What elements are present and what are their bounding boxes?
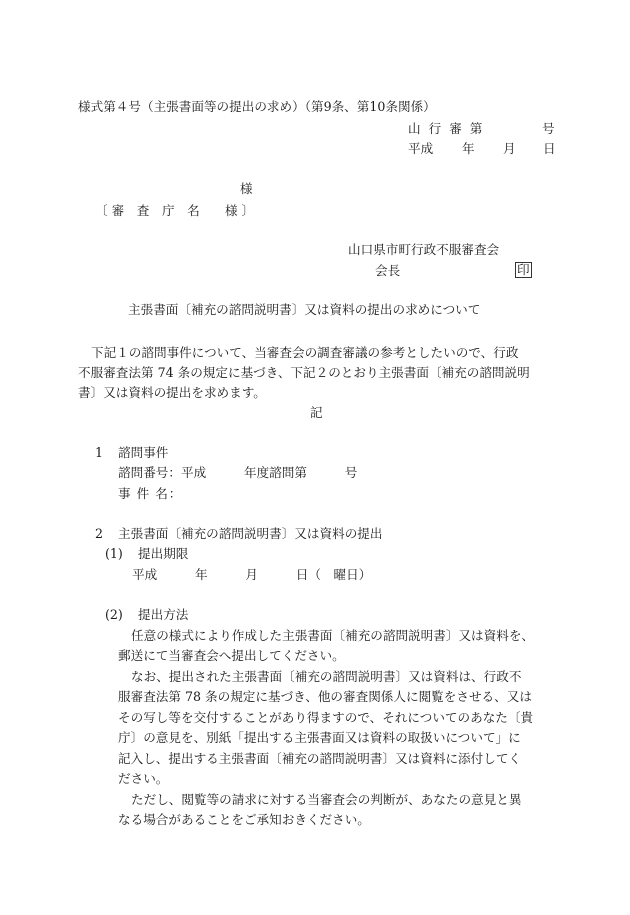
sender-title: 会長 [375,263,401,278]
seal-mark [515,262,532,278]
document-title: 主張書面〔補充の諮問説明書〕又は資料の提出の求めについて [128,302,481,317]
case-name: 事 件 名： [118,486,183,501]
ki-heading: 記 [310,405,323,420]
date-year: 年 [462,141,475,156]
method-line: 服審査法第 78 条の規定に基づき、他の審査関係人に閲覧をさせる、又は [118,689,532,704]
form-title: 様式第４号（主張書面等の提出の求め）（第9条、第10条関係） [78,99,436,114]
deadline-date: 平成 年 月 日（ 曜日） [132,567,372,582]
addressee-agency: 〔 審 査 庁 名 様 〕 [95,203,255,218]
method-line: ただし、閲覧等の請求に対する当審査会の判断が、あなたの意見と異 [131,792,522,807]
subsection-heading: 提出方法 [138,607,189,622]
method-line: なお、提出された主張書面〔補充の諮問説明書〕又は資料は、行政不 [131,669,522,684]
section-heading: 諮問事件 [118,445,169,460]
body-line: 不服審査法第 74 条の規定に基づき、下記２のとおり主張書面〔補充の諮問説明 [78,365,530,380]
method-line: 庁〕の意見を、別紙「提出する主張書面又は資料の取扱いについて」に [118,730,521,745]
section-number: 2 [95,526,104,541]
addressee-honorific: 様 [240,181,253,196]
body-line: 下記１の諮問事件について、当審査会の調査審議の参考としたいので、行政 [91,345,519,360]
method-line: その写し等を交付することがあり得ますので、それについてのあなた〔貴 [118,710,534,725]
method-line: 記入し、提出する主張書面〔補充の諮問説明書〕又は資料に添付してく [118,751,521,766]
subsection-heading: 提出期限 [138,546,189,561]
section-number: 1 [95,445,104,460]
date-month: 月 [503,141,516,156]
date-day: 日 [543,141,556,156]
method-line: 任意の様式により作成した主張書面〔補充の諮問説明書〕又は資料を、 [131,628,534,643]
inquiry-number: 諮問番号：平成 年度諮問第 号 [118,465,358,480]
method-line: 郵送にて当審査会へ提出してください。 [118,648,345,663]
subsection-number: (1) [105,546,123,561]
seal-icon: 印 [517,262,530,277]
ref-suffix: 号 [542,121,555,136]
subsection-number: (2) [105,607,123,622]
body-line: 書〕又は資料の提出を求めます。 [78,385,266,400]
ref-prefix: 山 行 審 第 [408,121,485,136]
date-era: 平成 [408,141,434,156]
section-heading: 主張書面〔補充の諮問説明書〕又は資料の提出 [118,526,383,541]
sender-org: 山口県市町行政不服審査会 [348,242,500,257]
method-line: なる場合があることをご承知おきください。 [118,812,370,827]
method-line: ださい。 [118,771,169,786]
